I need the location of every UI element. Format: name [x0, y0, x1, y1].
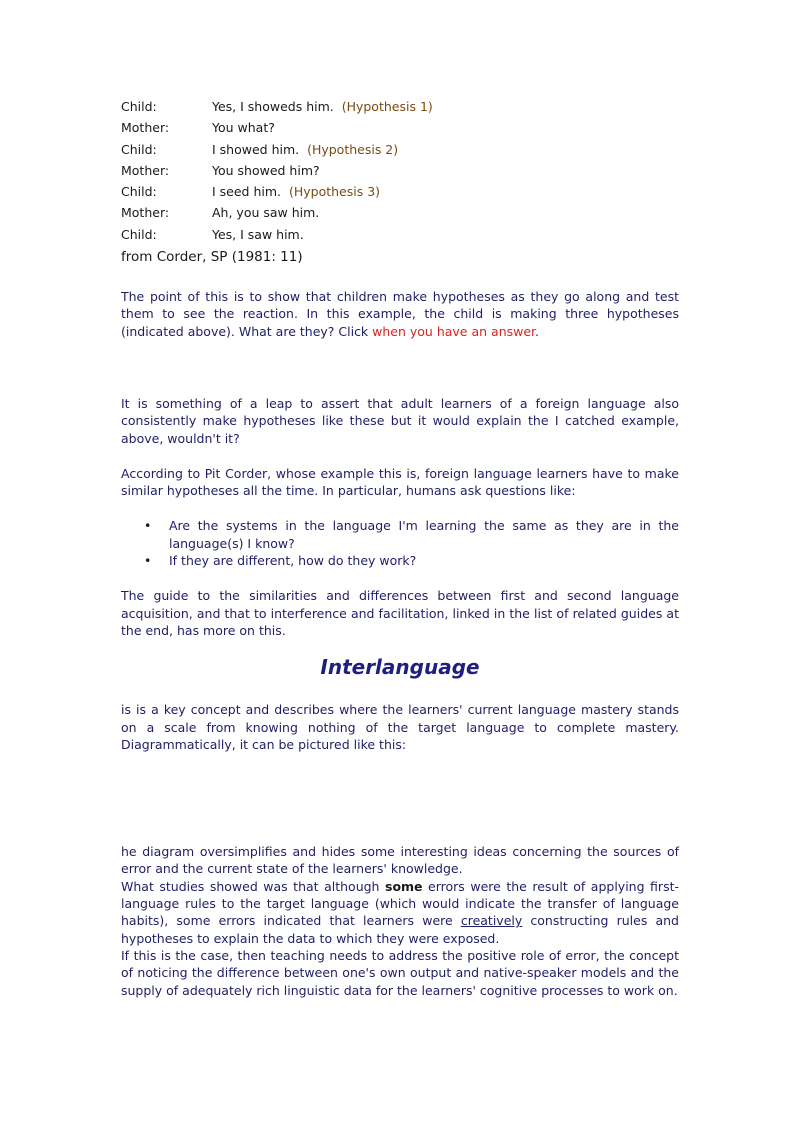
list-item [121, 517, 679, 552]
dialogue-line [121, 139, 679, 160]
utterance [212, 224, 304, 245]
section-heading: Interlanguage [320, 655, 480, 680]
paragraph-pit-corder: According to Pit Corder, whose example this is, foreign language learners have to make similar hypotheses all the time. In particular, humans ask questions like: [121, 465, 679, 499]
bullet-icon: • [144, 518, 152, 534]
paragraph-related-guides: The guide to the similarities and differences between first and second language acquisition, and that to interference and facilitation, linked in the list of related guides at the end, has more on this. [121, 588, 679, 638]
source-citation: from Corder, SP (1981: 11) [121, 249, 303, 266]
paragraph-text: The point of this is to show that children make hypotheses as they go along and test them to see the reaction. In this example, the child is making three hypotheses (indicated above). What are they? Click [121, 289, 679, 339]
paragraph-text: errors were the result of applying first-language rules to the target language (which would indicate the transfer of language habits), some errors indicated that learners were [121, 878, 679, 929]
paragraph-text: constructing rules and hypotheses to explain the data to which they were exposed. [121, 913, 679, 946]
dialogue-line [121, 96, 679, 117]
answer-link[interactable]: when you have an answer [372, 323, 536, 339]
question-text: If they are different, how do they work? [169, 553, 417, 569]
speaker-label: Child: [121, 99, 157, 114]
utterance-text: You what? [212, 120, 275, 136]
paragraph-studies [121, 878, 679, 947]
hypothesis-note: (Hypothesis 2) [307, 141, 399, 157]
speaker-label: Mother: [121, 120, 170, 136]
dialogue-line [121, 160, 679, 181]
hypothesis-note: (Hypothesis 1) [341, 99, 433, 114]
utterance [212, 96, 433, 117]
speaker-label: Mother: [121, 205, 170, 221]
list-item [121, 552, 679, 569]
utterance-text: Ah, you saw him. [212, 205, 320, 221]
speaker-label: Child: [121, 184, 157, 200]
diagram-placeholder [121, 753, 679, 843]
paragraph-interlanguage: is is a key concept and describes where the learners' current language mastery stands on a scale from knowing nothing of the target language to complete mastery. Diagrammatically, it can be pictured like this: [121, 702, 679, 752]
dialogue-line [121, 202, 679, 223]
utterance-text: You showed him? [212, 162, 320, 178]
utterance [212, 202, 319, 223]
utterance [212, 117, 275, 138]
question-text: Are the systems in the language I'm learning the same as they are in the language(s) I know? [169, 518, 679, 551]
paragraph-hypotheses [121, 288, 679, 340]
speaker-label: Child: [121, 141, 157, 157]
dialogue-line [121, 117, 679, 138]
speaker-label: Child: [121, 226, 157, 242]
bullet-icon: • [144, 553, 152, 569]
utterance [212, 139, 398, 160]
question-list [121, 517, 679, 569]
utterance [212, 160, 320, 181]
emphasis-some: some [385, 878, 423, 894]
paragraph-diagram-note: he diagram oversimplifies and hides some interesting ideas concerning the sources of error and the current state of the learners' knowledge. [121, 844, 679, 877]
utterance-text: Yes, I saw him. [212, 226, 304, 242]
speaker-label: Mother: [121, 162, 170, 178]
document-page [121, 96, 679, 999]
utterance [212, 181, 380, 202]
underlined-creatively: creatively [460, 913, 523, 929]
paragraph-adult-learners: It is something of a leap to assert that adult learners of a foreign language also consistently make hypotheses like these but it would explain the I catched example, above, wouldn't it? [121, 395, 679, 446]
dialogue-line [121, 224, 679, 245]
dialogue-block [121, 96, 679, 245]
paragraph-teaching: If this is the case, then teaching needs to address the positive role of error, the concept of noticing the difference between one's own output and native-speaker models and the supply of adequately rich linguistic data for the learners' cognitive processes to work on. [121, 947, 679, 998]
utterance-text: Yes, I showeds him. [212, 99, 334, 114]
utterance-text: I showed him. [212, 141, 300, 157]
paragraph-text: What studies showed was that although [121, 878, 385, 894]
hypothesis-note: (Hypothesis 3) [288, 184, 381, 200]
dialogue-line [121, 181, 679, 202]
utterance-text: I seed him. [212, 184, 282, 200]
paragraph-end: . [535, 323, 540, 339]
